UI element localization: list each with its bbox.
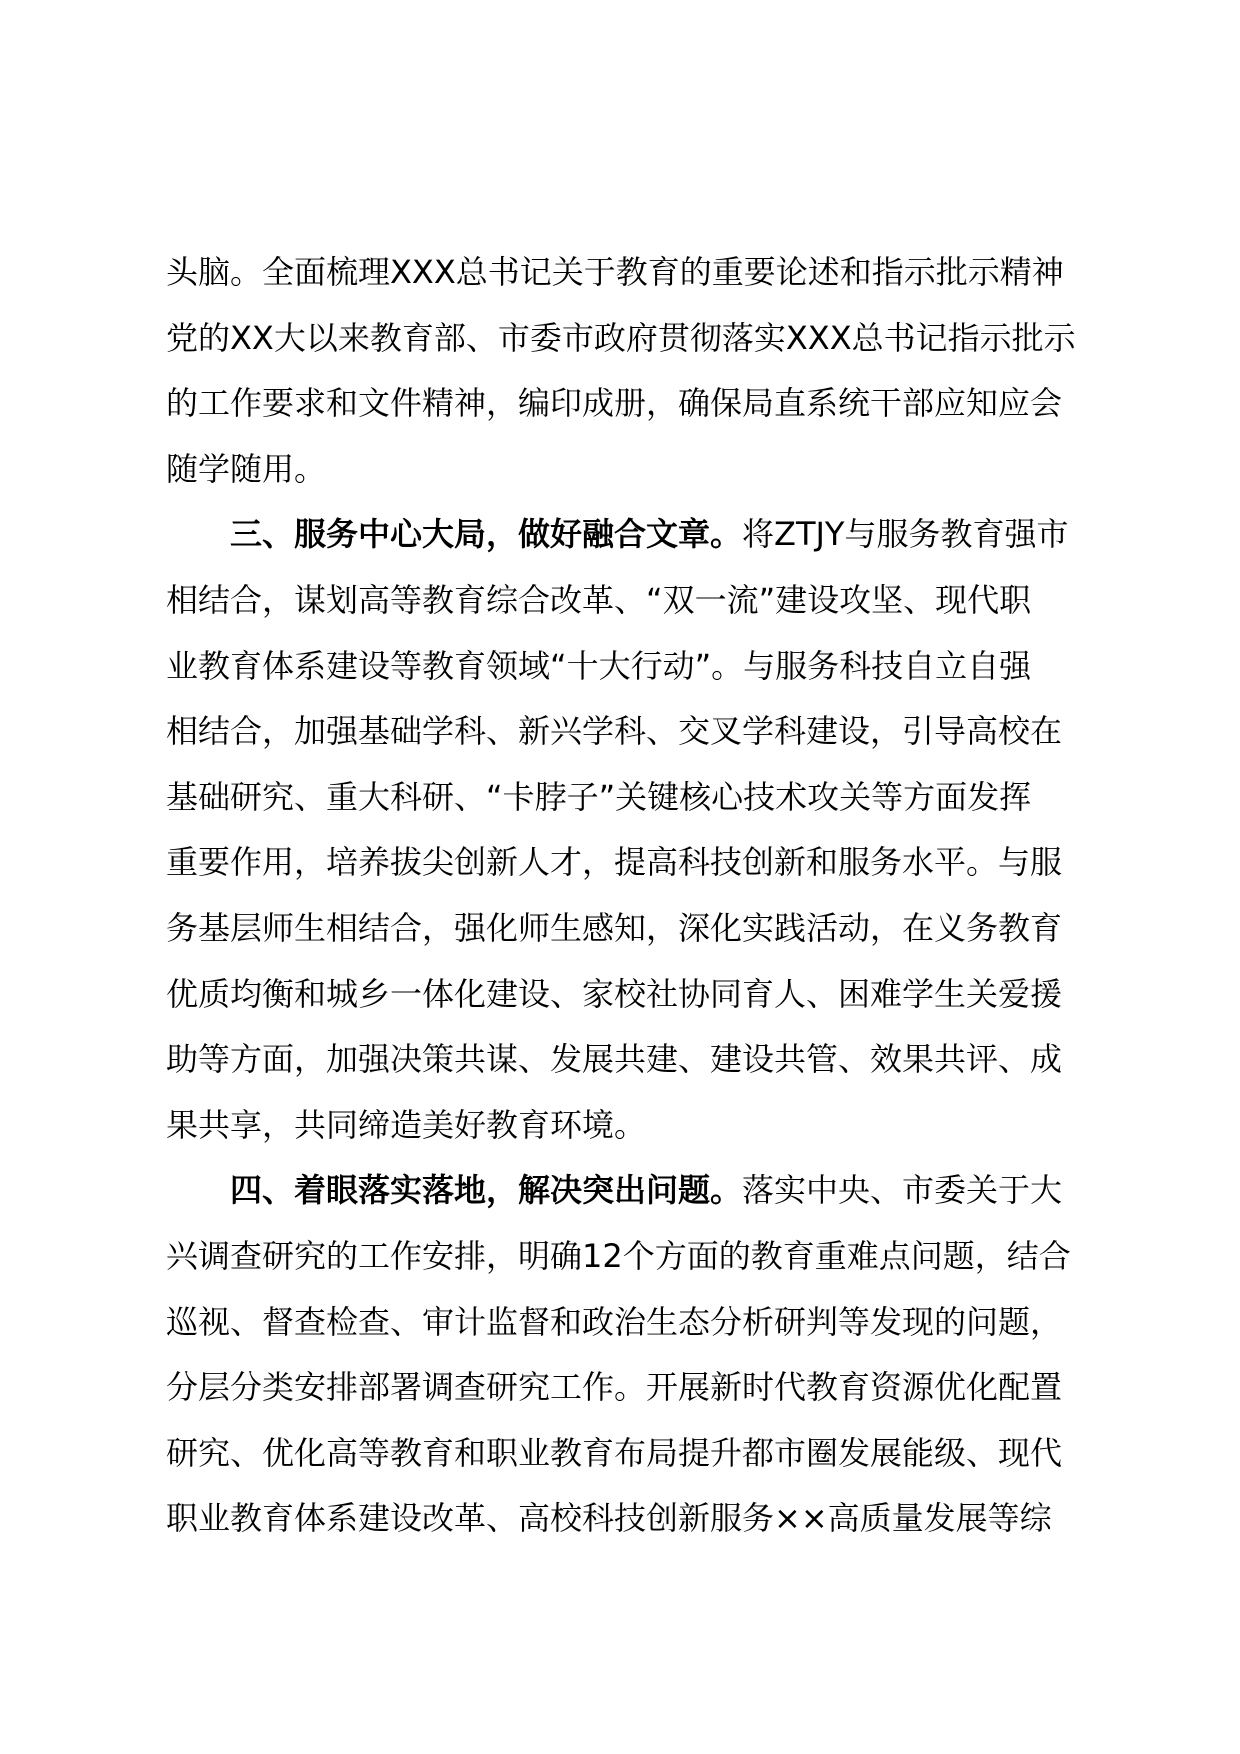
- body-line: 基础研究、重大科研、“卡脖子”关键核心技术攻关等方面发挥: [166, 777, 1032, 816]
- body-line: 助等方面，加强决策共谋、发展共建、建设共管、效果共评、成: [166, 1040, 1063, 1079]
- document-body: [166, 240, 1106, 1552]
- body-line: 相结合，加强基础学科、新兴学科、交叉学科建设，引导高校在: [166, 712, 1063, 751]
- body-line: 果共享，共同缔造美好教育环境。: [166, 1105, 647, 1144]
- body-line: 重要作用，培养拔尖创新人才，提高科技创新和服务水平。与服: [166, 843, 1063, 882]
- body-text: 落实中央、市委关于大: [742, 1171, 1063, 1210]
- body-line: 业教育体系建设等教育领域“十大行动”。与服务科技自立自强: [166, 646, 1032, 685]
- body-line: 研究、优化高等教育和职业教育布局提升都市圈发展能级、现代: [166, 1433, 1063, 1472]
- section-heading-three: 三、服务中心大局，做好融合文章。: [230, 515, 743, 554]
- body-line: 分层分类安排部署调查研究工作。开展新时代教育资源优化配置: [166, 1368, 1063, 1407]
- section-four-first-line: [166, 1158, 1106, 1224]
- body-text: 将ZTJY与服务教育强市: [742, 515, 1069, 554]
- body-line: 随学随用。: [166, 449, 327, 488]
- body-line: 优质均衡和城乡一体化建设、家校社协同育人、困难学生关爱援: [166, 974, 1063, 1013]
- body-line: 党的XX大以来教育部、市委市政府贯彻落实XXX总书记指示批示: [166, 318, 1076, 357]
- body-line: 职业教育体系建设改革、高校科技创新服务××高质量发展等综: [166, 1499, 1052, 1538]
- body-line: 巡视、督查检查、审计监督和政治生态分析研判等发现的问题，: [166, 1302, 1063, 1341]
- body-line: 相结合，谋划高等教育综合改革、“双一流”建设攻坚、现代职: [166, 580, 1032, 619]
- section-three-first-line: [166, 502, 1106, 568]
- body-line: 头脑。全面梳理XXX总书记关于教育的重要论述和指示批示精神: [166, 253, 1064, 291]
- section-heading-four: 四、着眼落实落地，解决突出问题。: [230, 1171, 743, 1210]
- body-line: 务基层师生相结合，强化师生感知，深化实践活动，在义务教育: [166, 908, 1063, 947]
- body-line: 兴调查研究的工作安排，明确12个方面的教育重难点问题，结合: [166, 1236, 1071, 1275]
- body-line: 的工作要求和文件精神，编印成册，确保局直系统干部应知应会: [166, 384, 1063, 423]
